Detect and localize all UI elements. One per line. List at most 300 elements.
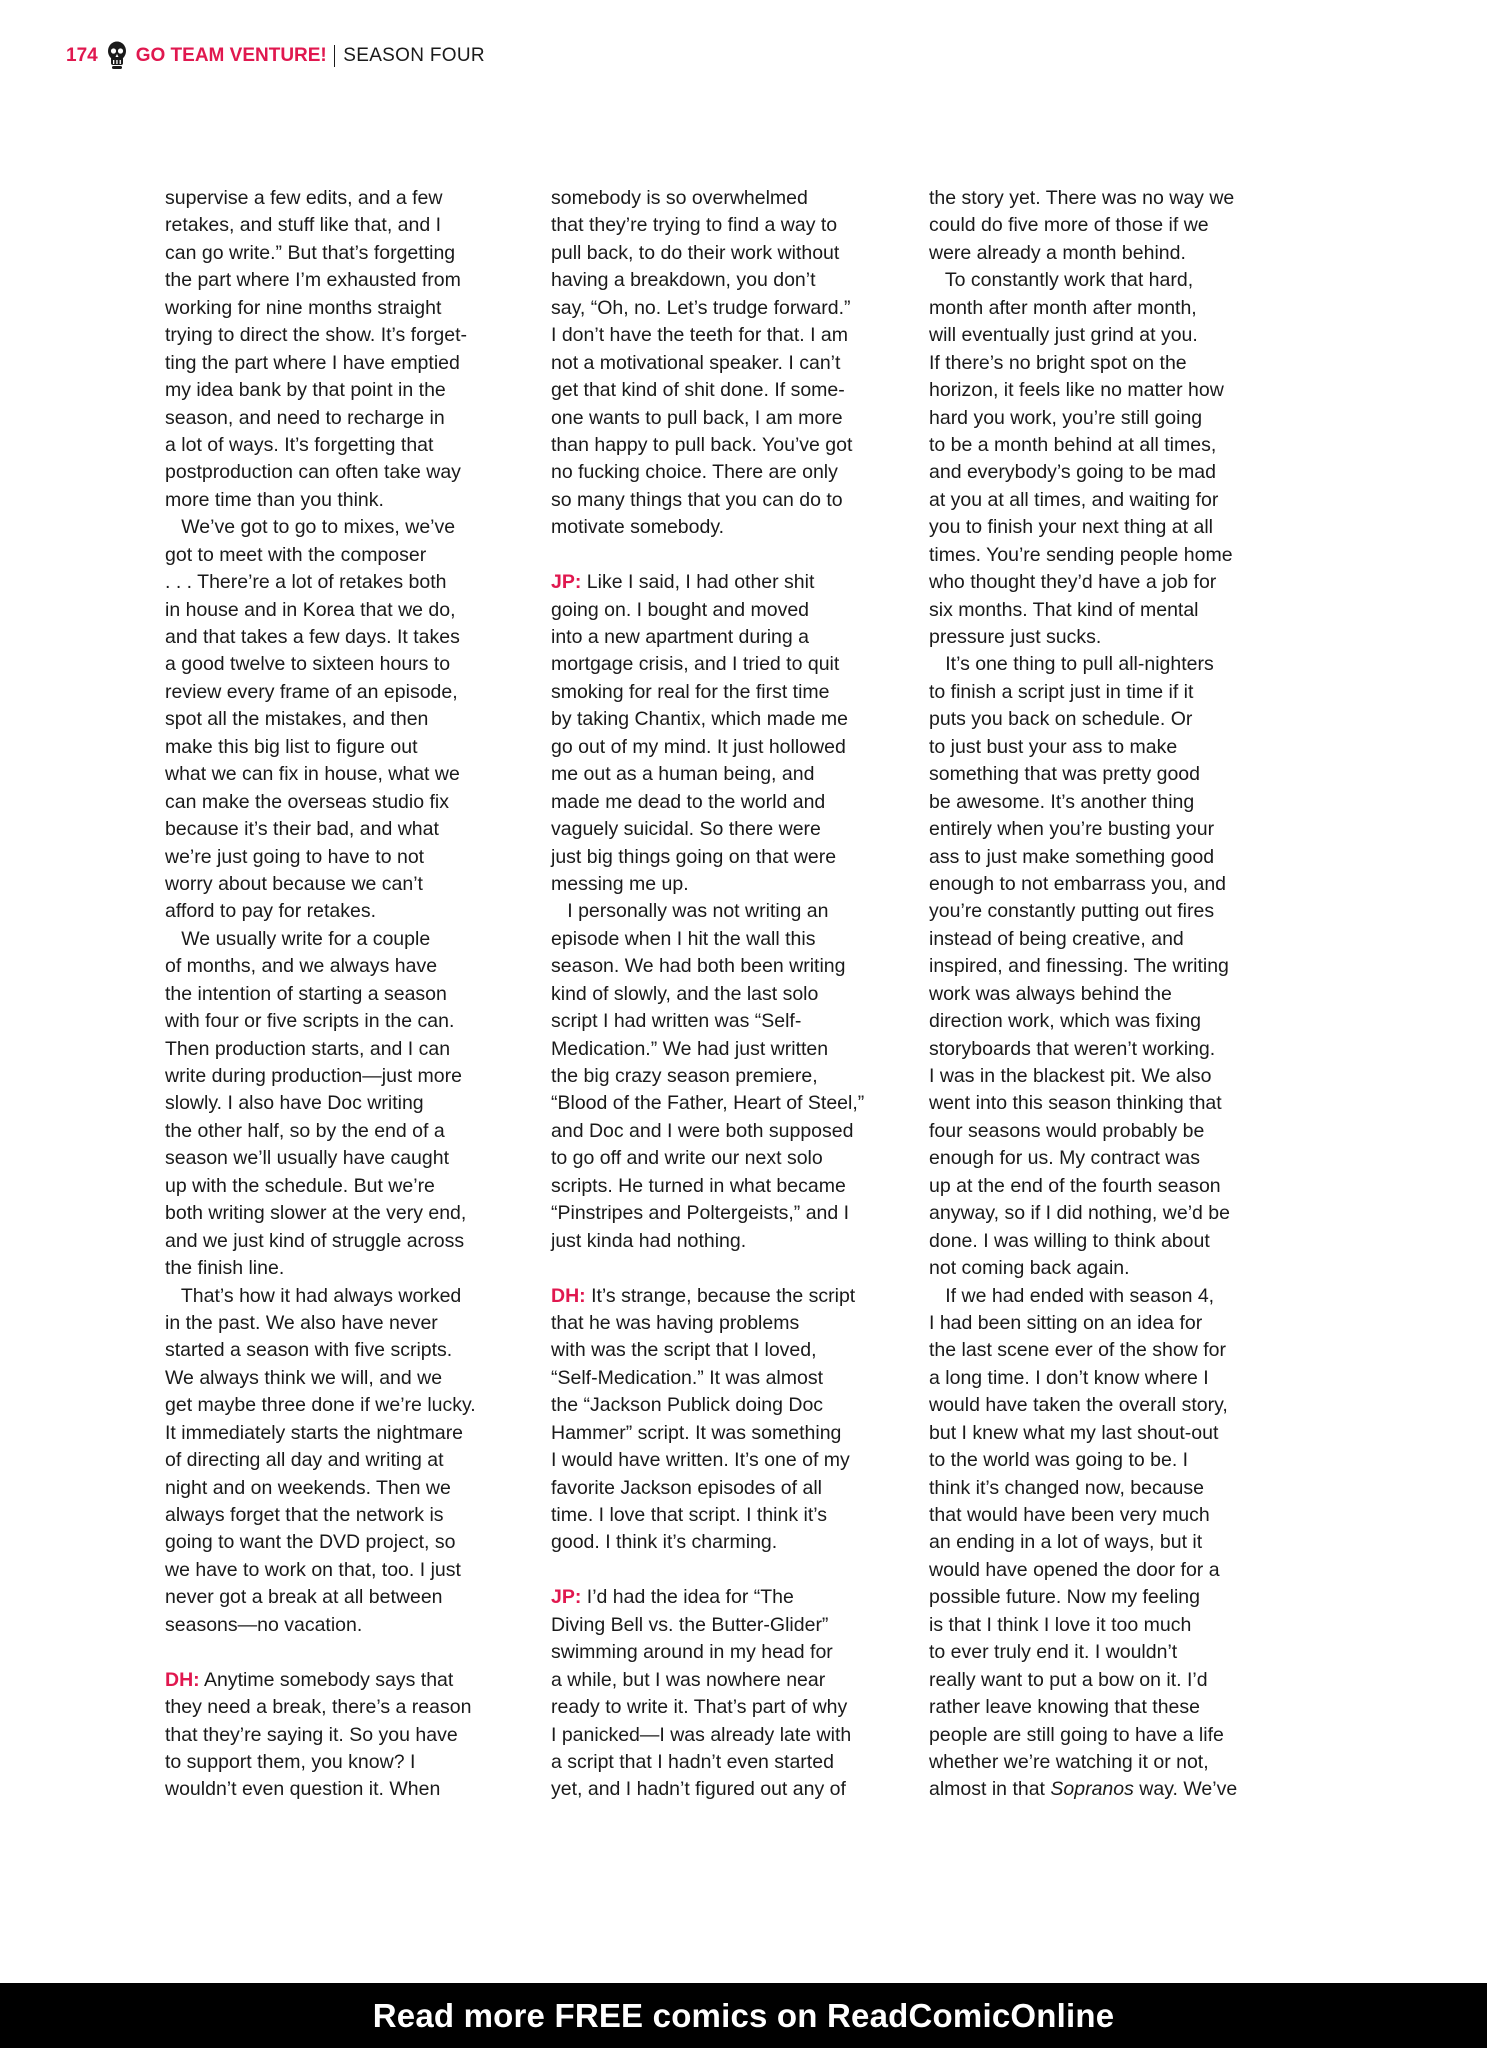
text-line <box>551 1310 936 1337</box>
text-line <box>551 1200 936 1227</box>
text-line <box>929 295 1314 322</box>
text-line <box>551 1502 936 1529</box>
text-line <box>551 1337 936 1364</box>
line-text: season we’ll usually have caught <box>165 1147 450 1170</box>
line-text: yet, and I hadn’t figured out any of <box>551 1778 846 1801</box>
line-text: more time than you think. <box>165 488 384 511</box>
line-text: went into this season thinking that <box>929 1092 1222 1115</box>
line-text: to be a month behind at all times, <box>929 433 1217 456</box>
line-text: I personally was not writing an <box>551 900 829 923</box>
line-text: an ending in a lot of ways, but it <box>929 1531 1203 1554</box>
text-line <box>929 1008 1314 1035</box>
text-line <box>165 1776 550 1803</box>
line-text: you to finish your next thing at all <box>929 516 1213 539</box>
line-text: . . . There’re a lot of retakes both <box>165 571 447 594</box>
text-line <box>929 1447 1314 1474</box>
line-text: inspired, and finessing. The writing <box>929 955 1229 978</box>
line-text: That’s how it had always worked <box>165 1284 462 1307</box>
text-line <box>929 1255 1314 1282</box>
text-line <box>929 1036 1314 1063</box>
line-text: but I knew what my last shout-out <box>929 1421 1219 1444</box>
line-text: entirely when you’re busting your <box>929 818 1215 841</box>
text-line <box>929 597 1314 624</box>
line-text: smoking for real for the first time <box>551 680 830 703</box>
line-text: and that takes a few days. It takes <box>165 626 460 648</box>
text-line <box>929 542 1314 569</box>
text-line <box>551 1475 936 1502</box>
text-line <box>551 953 936 980</box>
line-text: and Doc and I were both supposed <box>551 1119 854 1142</box>
text-line <box>551 1694 936 1721</box>
text-line <box>551 267 936 294</box>
line-text: messing me up. <box>551 872 689 895</box>
text-line <box>929 1502 1314 1529</box>
text-line <box>551 624 936 651</box>
text-line <box>551 1420 936 1447</box>
text-line <box>165 240 550 267</box>
line-text: pressure just sucks. <box>929 626 1102 648</box>
line-text: kind of slowly, and the last solo <box>551 982 819 1005</box>
text-line <box>551 1749 936 1776</box>
text-column-1 <box>165 185 550 1804</box>
line-text: I panicked—I was already late with <box>551 1723 852 1746</box>
text-line <box>929 487 1314 514</box>
text-line <box>929 1200 1314 1227</box>
text-line <box>929 322 1314 349</box>
line-text: to ever truly end it. I wouldn’t <box>929 1641 1178 1664</box>
line-text: direction work, which was fixing <box>929 1010 1202 1033</box>
speaker-label: JP: <box>551 1586 582 1609</box>
line-text: think it’s changed now, because <box>929 1476 1204 1499</box>
text-line <box>551 816 936 843</box>
text-line <box>929 1145 1314 1172</box>
page-header <box>66 40 485 72</box>
text-line <box>165 1392 550 1419</box>
line-text: people are still going to have a life <box>929 1723 1224 1746</box>
line-text: supervise a few edits, and a few <box>165 187 443 209</box>
text-line <box>551 789 936 816</box>
text-line <box>929 1392 1314 1419</box>
text-line <box>929 1529 1314 1556</box>
line-text: a long time. I don’t know where I <box>929 1366 1209 1389</box>
line-text: trying to direct the show. It’s forget- <box>165 324 468 347</box>
paragraph-gap <box>551 1557 936 1584</box>
line-text: just big things going on that were <box>551 845 837 868</box>
line-text: got to meet with the composer <box>165 543 427 566</box>
text-line <box>929 1749 1314 1776</box>
line-text: night and on weekends. Then we <box>165 1476 451 1499</box>
italic-title: Sopranos <box>1050 1778 1134 1801</box>
line-text: the big crazy season premiere, <box>551 1065 818 1087</box>
text-line <box>165 1036 550 1063</box>
line-text: season, and need to recharge in <box>165 406 445 429</box>
line-text: motivate somebody. <box>551 516 725 539</box>
text-line <box>165 1584 550 1611</box>
line-text: they need a break, there’s a reason <box>165 1696 472 1719</box>
text-line <box>929 267 1314 294</box>
text-line <box>929 1584 1314 1611</box>
line-text: ass to just make something good <box>929 845 1215 868</box>
text-line <box>551 1283 936 1310</box>
text-line <box>551 898 936 925</box>
text-line <box>165 1310 550 1337</box>
text-line <box>929 651 1314 678</box>
speaker-label: JP: <box>551 571 582 594</box>
text-line <box>165 1722 550 1749</box>
text-line <box>165 350 550 377</box>
text-line <box>165 1612 550 1639</box>
line-text: work was always behind the <box>929 982 1172 1005</box>
line-text: than happy to pull back. You’ve got <box>551 433 853 456</box>
line-text: in house and in Korea that we do, <box>165 598 456 621</box>
line-text: scripts. He turned in what became <box>551 1174 846 1197</box>
text-line <box>551 185 936 212</box>
line-text: a lot of ways. It’s forgetting that <box>165 433 434 456</box>
text-line <box>929 1337 1314 1364</box>
line-text: time. I love that script. I think it’s <box>551 1504 827 1526</box>
text-line <box>551 1090 936 1117</box>
line-text: that they’re saying it. So you have <box>165 1723 458 1746</box>
line-text: Hammer” script. It was something <box>551 1421 842 1444</box>
text-line <box>551 761 936 788</box>
text-line <box>165 651 550 678</box>
text-line <box>165 542 550 569</box>
text-line <box>551 1118 936 1145</box>
line-text: who thought they’d have a job for <box>929 571 1217 594</box>
line-text: hard you work, you’re still going <box>929 406 1203 429</box>
line-text: with four or five scripts in the can. <box>165 1010 455 1033</box>
text-line <box>165 597 550 624</box>
text-line <box>165 1255 550 1282</box>
text-line <box>165 1667 550 1694</box>
text-line <box>551 514 936 541</box>
line-text: up with the schedule. But we’re <box>165 1174 435 1197</box>
text-line <box>929 624 1314 651</box>
text-line <box>551 377 936 404</box>
text-line <box>551 487 936 514</box>
text-line <box>551 926 936 953</box>
text-line <box>165 514 550 541</box>
footer-banner[interactable] <box>0 1983 1487 2048</box>
text-line <box>165 1090 550 1117</box>
line-text: were already a month behind. <box>929 241 1186 264</box>
line-text: I was in the blackest pit. We also <box>929 1065 1212 1087</box>
line-text: that would have been very much <box>929 1504 1210 1526</box>
text-line <box>929 432 1314 459</box>
line-text: “Self-Medication.” It was almost <box>551 1366 824 1389</box>
line-text: retakes, and stuff like that, and I <box>165 214 442 237</box>
text-line <box>929 350 1314 377</box>
text-line <box>551 459 936 486</box>
text-line <box>929 1557 1314 1584</box>
line-text: episode when I hit the wall this <box>551 927 816 950</box>
line-text: started a season with five scripts. <box>165 1339 453 1362</box>
text-line <box>929 981 1314 1008</box>
text-line <box>165 1008 550 1035</box>
text-line <box>165 1173 550 1200</box>
text-line <box>165 459 550 486</box>
text-line <box>165 706 550 733</box>
text-line <box>165 789 550 816</box>
text-line <box>551 734 936 761</box>
text-line <box>929 240 1314 267</box>
line-text: into a new apartment during a <box>551 626 809 648</box>
text-line <box>929 377 1314 404</box>
line-text: so many things that you can do to <box>551 488 843 511</box>
line-text: If there’s no bright spot on the <box>929 351 1187 374</box>
line-text: possible future. Now my feeling <box>929 1586 1200 1609</box>
line-text: It’s strange, because the script <box>585 1284 856 1307</box>
text-line <box>165 1749 550 1776</box>
line-text: and everybody’s going to be mad <box>929 461 1216 484</box>
text-line <box>165 267 550 294</box>
text-line <box>551 679 936 706</box>
line-text: the story yet. There was no way we <box>929 187 1235 209</box>
line-text: mortgage crisis, and I tried to quit <box>551 653 840 676</box>
text-line <box>551 1722 936 1749</box>
line-text: up at the end of the fourth season <box>929 1174 1221 1197</box>
line-text: we have to work on that, too. I just <box>165 1558 461 1581</box>
text-line <box>551 322 936 349</box>
line-text: whether we’re watching it or not, <box>929 1750 1209 1773</box>
text-line <box>551 405 936 432</box>
text-line <box>551 1063 936 1090</box>
line-text: never got a break at all between <box>165 1586 443 1609</box>
text-line <box>551 1776 936 1803</box>
line-text: “Blood of the Father, Heart of Steel,” <box>551 1092 865 1115</box>
line-text: one wants to pull back, I am more <box>551 406 843 429</box>
line-text: favorite Jackson episodes of all <box>551 1476 822 1499</box>
text-line <box>165 569 550 596</box>
text-line <box>165 981 550 1008</box>
line-text: could do five more of those if we <box>929 214 1209 237</box>
text-line <box>929 871 1314 898</box>
line-text: both writing slower at the very end, <box>165 1202 467 1225</box>
text-line <box>929 789 1314 816</box>
text-line <box>165 212 550 239</box>
line-text: If we had ended with season 4, <box>929 1284 1215 1307</box>
line-text: slowly. I also have Doc writing <box>165 1092 424 1115</box>
text-line <box>551 432 936 459</box>
line-text: We’ve got to go to mixes, we’ve <box>165 516 456 539</box>
text-line <box>551 1529 936 1556</box>
text-line <box>551 651 936 678</box>
line-text: say, “Oh, no. Let’s trudge forward.” <box>551 296 851 319</box>
line-text: good. I think it’s charming. <box>551 1531 778 1554</box>
line-text: rather leave knowing that these <box>929 1696 1201 1719</box>
line-text: will eventually just grind at you. <box>929 324 1198 347</box>
text-line <box>551 1612 936 1639</box>
text-line <box>929 1475 1314 1502</box>
line-text: me out as a human being, and <box>551 763 815 786</box>
line-text: get that kind of shit done. If some- <box>551 379 845 402</box>
text-line <box>551 1365 936 1392</box>
text-line <box>165 432 550 459</box>
text-line <box>551 1584 936 1611</box>
text-line <box>165 871 550 898</box>
text-line <box>551 295 936 322</box>
line-text: can go write.” But that’s forgetting <box>165 241 456 264</box>
text-line <box>165 185 550 212</box>
line-text: four seasons would probably be <box>929 1119 1205 1142</box>
text-line <box>929 898 1314 925</box>
header-divider <box>334 45 336 67</box>
line-text: my idea bank by that point in the <box>165 379 446 402</box>
line-text: somebody is so overwhelmed <box>551 187 808 209</box>
line-text: going to want the DVD project, so <box>165 1531 456 1554</box>
line-text: worry about because we can’t <box>165 872 423 895</box>
line-text: storyboards that weren’t working. <box>929 1037 1216 1060</box>
line-text: of directing all day and writing at <box>165 1449 444 1472</box>
text-line <box>929 706 1314 733</box>
footer-banner-text[interactable]: Read more FREE comics on ReadComicOnline <box>372 1996 1115 2034</box>
line-text: postproduction can often take way <box>165 461 461 484</box>
line-text: would have opened the door for a <box>929 1558 1220 1581</box>
text-line <box>551 569 936 596</box>
line-text: Like I said, I had other shit <box>581 571 815 594</box>
text-line <box>165 295 550 322</box>
line-text: at you at all times, and waiting for <box>929 488 1219 511</box>
text-line <box>929 1118 1314 1145</box>
line-text: “Pinstripes and Poltergeists,” and I <box>551 1202 850 1225</box>
text-line <box>165 1557 550 1584</box>
line-text: of months, and we always have <box>165 955 438 978</box>
text-line <box>929 405 1314 432</box>
line-text: times. You’re sending people home <box>929 543 1233 566</box>
text-line <box>165 761 550 788</box>
text-line <box>165 1283 550 1310</box>
text-line <box>165 1063 550 1090</box>
text-line <box>165 1365 550 1392</box>
line-text: puts you back on schedule. Or <box>929 708 1193 731</box>
line-text: is that I think I love it too much <box>929 1613 1192 1636</box>
text-line <box>551 240 936 267</box>
line-text: spot all the mistakes, and then <box>165 708 429 731</box>
text-line <box>551 871 936 898</box>
line-text: ready to write it. That’s part of why <box>551 1696 848 1719</box>
text-line <box>165 1694 550 1721</box>
text-line <box>165 1200 550 1227</box>
text-line <box>929 1639 1314 1666</box>
line-text: done. I was willing to think about <box>929 1229 1210 1252</box>
text-line <box>929 1667 1314 1694</box>
line-text: season. We had both been writing <box>551 955 846 978</box>
line-text: ting the part where I have emptied <box>165 351 460 374</box>
text-line <box>165 1228 550 1255</box>
text-line <box>165 816 550 843</box>
text-line <box>551 1639 936 1666</box>
text-line <box>165 377 550 404</box>
line-text: I don’t have the teeth for that. I am <box>551 324 849 347</box>
text-line <box>165 926 550 953</box>
line-text: script I had written was “Self- <box>551 1010 802 1033</box>
text-line <box>929 1612 1314 1639</box>
line-text: going on. I bought and moved <box>551 598 810 621</box>
line-text: the last scene ever of the show for <box>929 1339 1226 1362</box>
line-text: because it’s their bad, and what <box>165 818 439 841</box>
line-text: can make the overseas studio fix <box>165 790 449 813</box>
line-text: to go off and write our next solo <box>551 1147 823 1170</box>
text-line <box>165 953 550 980</box>
line-text: make this big list to figure out <box>165 735 418 758</box>
text-line <box>929 1173 1314 1200</box>
line-text: enough for us. My contract was <box>929 1147 1200 1170</box>
text-line <box>165 844 550 871</box>
text-line <box>929 816 1314 843</box>
line-text: you’re constantly putting out fires <box>929 900 1215 923</box>
line-text: Medication.” We had just written <box>551 1037 829 1060</box>
line-text: having a breakdown, you don’t <box>551 269 816 292</box>
line-text: the finish line. <box>165 1257 285 1280</box>
text-line <box>929 212 1314 239</box>
line-text: review every frame of an episode, <box>165 680 458 703</box>
line-text: just kinda had nothing. <box>551 1229 747 1252</box>
text-line <box>929 1063 1314 1090</box>
text-line <box>551 981 936 1008</box>
text-line <box>165 1502 550 1529</box>
line-text: six months. That kind of mental <box>929 598 1199 621</box>
line-text-after: way. We’ve <box>1133 1778 1238 1801</box>
text-line <box>165 1118 550 1145</box>
text-line <box>929 926 1314 953</box>
line-text: that they’re trying to find a way to <box>551 214 838 237</box>
line-text: not a motivational speaker. I can’t <box>551 351 841 374</box>
paragraph-gap <box>551 542 936 569</box>
line-text: We usually write for a couple <box>165 927 431 950</box>
page-number: 174 <box>66 45 98 66</box>
text-line <box>929 459 1314 486</box>
line-text: a script that I hadn’t even started <box>551 1750 834 1773</box>
line-text: to just bust your ass to make <box>929 735 1178 758</box>
text-line <box>929 844 1314 871</box>
line-text: always forget that the network is <box>165 1504 444 1526</box>
text-line <box>551 706 936 733</box>
line-text: horizon, it feels like no matter how <box>929 379 1224 402</box>
text-line <box>929 953 1314 980</box>
line-text: something that was pretty good <box>929 763 1200 786</box>
line-text: with was the script that I loved, <box>551 1339 817 1362</box>
text-line <box>929 1310 1314 1337</box>
line-text: enough to not embarrass you, and <box>929 872 1227 895</box>
text-line <box>165 1420 550 1447</box>
text-line <box>551 597 936 624</box>
line-text: afford to pay for retakes. <box>165 900 377 923</box>
text-line <box>165 1475 550 1502</box>
text-line <box>929 1776 1314 1803</box>
section-title: SEASON FOUR <box>343 45 485 66</box>
line-text: I would have written. It’s one of my <box>551 1449 850 1472</box>
line-text: To constantly work that hard, <box>929 269 1194 292</box>
line-text: Diving Bell vs. the Butter-Glider” <box>551 1613 829 1636</box>
line-text: be awesome. It’s another thing <box>929 790 1195 813</box>
line-text: that he was having problems <box>551 1311 800 1334</box>
text-column-2 <box>551 185 936 1804</box>
line-text: made me dead to the world and <box>551 790 826 813</box>
text-line <box>929 514 1314 541</box>
text-line <box>929 1090 1314 1117</box>
speaker-label: DH: <box>165 1668 200 1691</box>
line-text: month after month after month, <box>929 296 1197 319</box>
line-text: to finish a script just in time if it <box>929 680 1194 703</box>
text-line <box>929 734 1314 761</box>
paragraph-gap <box>165 1639 550 1666</box>
text-line <box>551 1228 936 1255</box>
speaker-label: DH: <box>551 1284 586 1307</box>
text-line <box>165 1529 550 1556</box>
text-line <box>929 1722 1314 1749</box>
line-text: wouldn’t even question it. When <box>165 1778 441 1801</box>
text-line <box>929 1228 1314 1255</box>
